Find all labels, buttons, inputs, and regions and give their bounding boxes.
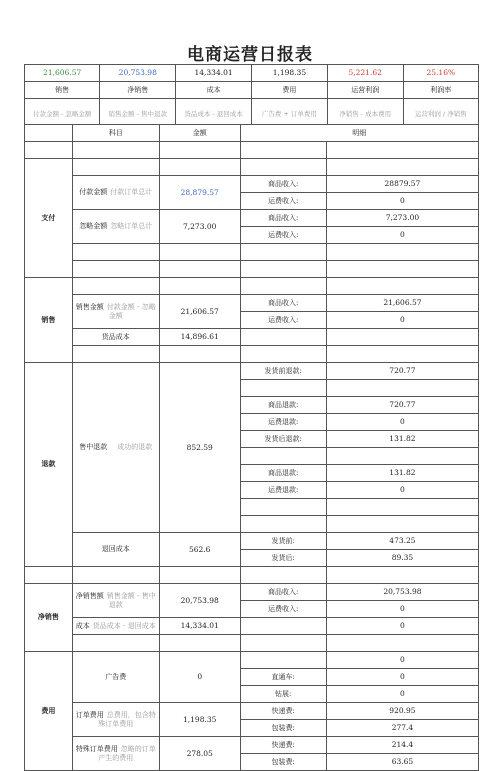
detail-value: 20,753.98 (326, 584, 478, 601)
detail-value: 0 (326, 618, 478, 635)
paid-amount-label: 付款金额 付款订单总计 (72, 176, 159, 210)
detail-value: 0 (326, 482, 478, 499)
detail-value: 0 (326, 686, 478, 703)
category-sales: 销售 (25, 278, 73, 363)
detail-header-row (25, 125, 479, 142)
detail-label: 直通车: (240, 669, 326, 686)
summary-value-net-sales: 20,753.98 (100, 65, 176, 82)
table-row (25, 618, 479, 635)
detail-label: 商品收入: (240, 176, 326, 193)
summary-formula-expense: 广告费 + 订单费用 (251, 99, 327, 130)
detail-label: 运费收入: (240, 227, 326, 244)
detail-label: 发货后退款: (240, 431, 326, 448)
detail-value: 0 (326, 193, 478, 210)
table-row (25, 244, 479, 261)
order-cost-value: 1,198.35 (159, 703, 240, 737)
paid-amount-value: 28,879.57 (159, 176, 240, 210)
spacer-row (25, 635, 479, 652)
category-net-sales: 净销售 (25, 584, 73, 652)
summary-value-margin: 25.16% (403, 65, 478, 82)
summary-label-profit: 运营利润 (327, 82, 403, 99)
detail-value: 473.25 (326, 533, 478, 550)
spacer-row (25, 346, 479, 363)
summary-value-cost: 14,334.01 (176, 65, 252, 82)
summary-label-margin: 利润率 (403, 82, 478, 99)
detail-label: 运费退款: (240, 414, 326, 431)
table-row (25, 295, 479, 312)
table-row (25, 159, 479, 176)
detail-label: 包装费: (240, 754, 326, 771)
summary-label-sales: 销售 (25, 82, 100, 99)
detail-label: 运费退款: (240, 482, 326, 499)
category-refund: 退款 (25, 363, 73, 567)
table-row (25, 584, 479, 601)
table-row (25, 210, 479, 227)
detail-value: 720.77 (326, 397, 478, 414)
table-row (25, 652, 479, 669)
detail-value: 0 (326, 669, 478, 686)
report-title: 电商运营日报表 (187, 45, 313, 65)
summary-label-expense: 费用 (251, 82, 327, 99)
detail-label: 商品退款: (240, 397, 326, 414)
summary-values-row (25, 65, 479, 82)
table-row (25, 363, 479, 380)
goods-cost-value: 14,896.61 (159, 329, 240, 346)
refund-label: 售中退款 成功的退款 (72, 363, 159, 533)
summary-formula-margin: 运营利润 / 净销售 (403, 99, 478, 130)
special-order-cost-label: 特殊订单费用 忽略的订单产生的费用 (72, 737, 159, 771)
detail-value: 0 (326, 312, 478, 329)
return-cost-label: 退回成本 (72, 533, 159, 567)
summary-value-expense: 1,198.35 (251, 65, 327, 82)
detail-value: 0 (326, 414, 478, 431)
sales-amount-value: 21,606.57 (159, 295, 240, 329)
summary-formula-net-sales: 销售金额 - 售中退款 (100, 99, 176, 130)
detail-label: 商品收入: (240, 584, 326, 601)
detail-value: 63.65 (326, 754, 478, 771)
ignored-amount-value: 7,273.00 (159, 210, 240, 244)
spacer-row (25, 261, 479, 278)
detail-table (24, 124, 479, 771)
header-amount: 金额 (159, 125, 240, 142)
detail-value: 720.77 (326, 363, 478, 380)
table-row (25, 176, 479, 193)
spacer-row (25, 567, 479, 584)
header-subject: 科目 (72, 125, 159, 142)
summary-labels-row (25, 82, 479, 99)
summary-table (24, 64, 479, 130)
detail-value: 89.35 (326, 550, 478, 567)
summary-formula-sales: 付款金额 - 忽略金额 (25, 99, 100, 130)
net-cost-value: 14,334.01 (159, 618, 240, 635)
table-row (25, 533, 479, 550)
detail-value: 214.4 (326, 737, 478, 754)
detail-value: 131.82 (326, 431, 478, 448)
ignored-amount-label: 忽略金额 忽略订单总计 (72, 210, 159, 244)
detail-value: 0 (326, 652, 478, 669)
detail-value: 21,606.57 (326, 295, 478, 312)
detail-value: 28879.57 (326, 176, 478, 193)
return-cost-value: 562.6 (159, 533, 240, 567)
ad-cost-label: 广告费 (72, 652, 159, 703)
detail-label: 运费收入: (240, 193, 326, 210)
goods-cost-label: 货品成本 (72, 329, 159, 346)
summary-value-sales: 21,606.57 (25, 65, 100, 82)
detail-label: 发货后: (240, 550, 326, 567)
detail-label: 包装费: (240, 720, 326, 737)
detail-label: 快递费: (240, 737, 326, 754)
summary-formula-profit: 净销售 - 成本费用 (327, 99, 403, 130)
order-cost-label: 订单费用 总费用，包含特殊订单费用 (72, 703, 159, 737)
table-row (25, 329, 479, 346)
net-cost-label: 成本 货品成本 - 退回成本 (72, 618, 159, 635)
detail-label: 钻展: (240, 686, 326, 703)
detail-value: 277.4 (326, 720, 478, 737)
detail-label: 商品收入: (240, 295, 326, 312)
summary-formula-cost: 货品成本 - 退回成本 (176, 99, 252, 130)
ad-cost-value: 0 (159, 652, 240, 703)
net-sales-value: 20,753.98 (159, 584, 240, 618)
detail-value: 920.95 (326, 703, 478, 720)
detail-value: 0 (326, 227, 478, 244)
detail-label: 快递费: (240, 703, 326, 720)
table-row (25, 737, 479, 754)
table-row (25, 278, 479, 295)
sales-amount-label: 销售金额 付款金额 - 忽略金额 (72, 295, 159, 329)
category-payment: 支付 (25, 159, 73, 278)
special-order-cost-value: 278.05 (159, 737, 240, 771)
spacer-row (25, 142, 479, 159)
detail-label: 运费收入: (240, 312, 326, 329)
table-row (25, 703, 479, 720)
detail-value: 131.82 (326, 465, 478, 482)
detail-label: 商品收入: (240, 210, 326, 227)
detail-label: 商品退款: (240, 465, 326, 482)
detail-label (240, 618, 326, 635)
category-expense: 费用 (25, 652, 73, 771)
refund-value: 852.59 (159, 363, 240, 533)
summary-label-cost: 成本 (176, 82, 252, 99)
summary-label-net-sales: 净销售 (100, 82, 176, 99)
header-detail: 明细 (240, 125, 478, 142)
detail-label: 发货前: (240, 533, 326, 550)
detail-value: 7,273.00 (326, 210, 478, 227)
summary-value-profit: 5,221.62 (327, 65, 403, 82)
detail-label: 运费收入: (240, 601, 326, 618)
net-sales-label: 净销售额 销售金额 - 售中退款 (72, 584, 159, 618)
detail-label: 发货前退款: (240, 363, 326, 380)
detail-value: 0 (326, 601, 478, 618)
